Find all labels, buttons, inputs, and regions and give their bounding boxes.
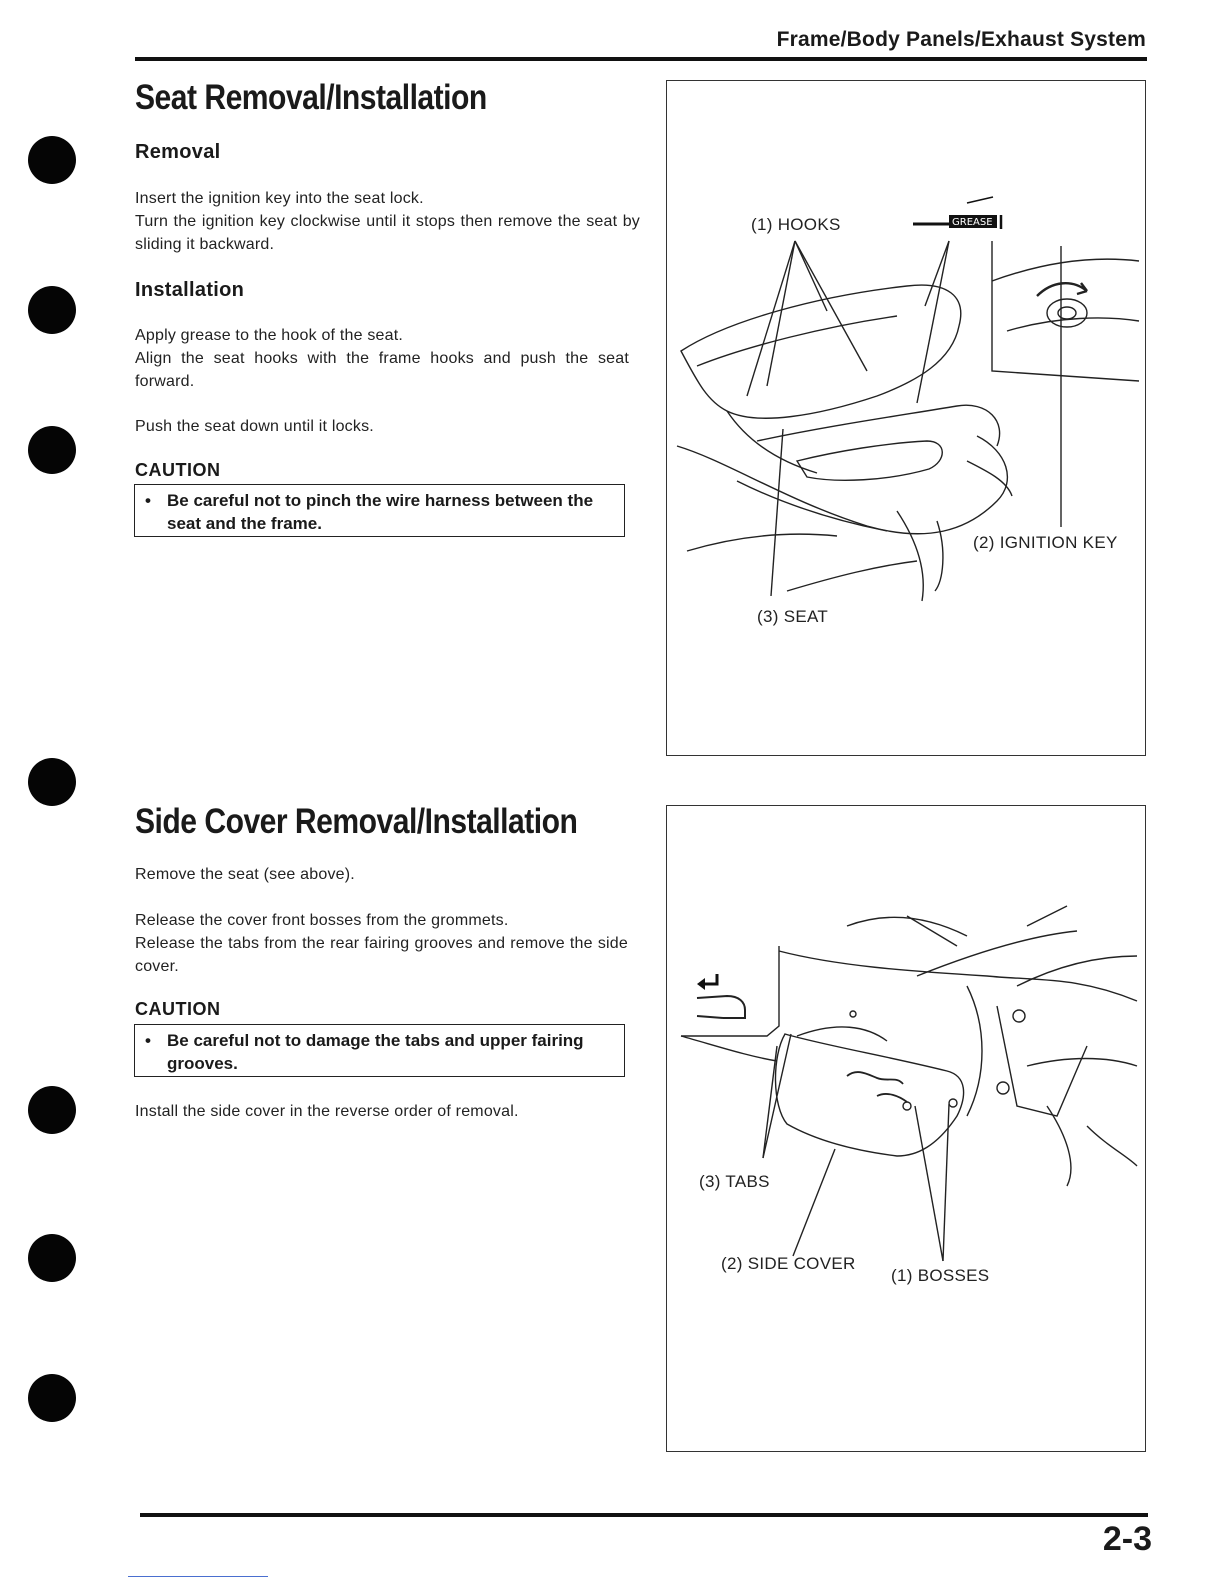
side-cover-caution-label: CAUTION bbox=[135, 999, 221, 1019]
side-cover-step-1: Release the cover front bosses from the grommets. bbox=[135, 912, 509, 929]
installation-line-3: Push the seat down until it locks. bbox=[135, 418, 374, 435]
binder-hole bbox=[28, 1374, 76, 1422]
removal-line-1: Insert the ignition key into the seat lock. bbox=[135, 190, 424, 207]
footer-rule bbox=[140, 1513, 1148, 1517]
seat-section-title: Seat Removal/Installation bbox=[135, 78, 487, 117]
hooks-label: (1) HOOKS bbox=[751, 215, 841, 234]
grease-tag-label: GREASE bbox=[952, 217, 993, 228]
return-arrow-icon bbox=[697, 974, 717, 990]
binder-hole bbox=[28, 426, 76, 474]
seat-label: (3) SEAT bbox=[757, 607, 829, 626]
caution-bullet: • bbox=[145, 1031, 151, 1050]
side-cover-install: Install the side cover in the reverse order of removal. bbox=[135, 1103, 519, 1120]
seat-caution-text: Be careful not to pinch the wire harness between the seat and the frame. bbox=[167, 491, 594, 533]
header-rule bbox=[135, 57, 1147, 61]
side-cover-line-1: Remove the seat (see above). bbox=[135, 866, 355, 883]
side-cover-figure bbox=[666, 805, 1146, 1452]
removal-text bbox=[135, 187, 640, 256]
seat-figure bbox=[666, 80, 1146, 756]
bosses-label: (1) BOSSES bbox=[891, 1266, 990, 1285]
installation-heading: Installation bbox=[135, 279, 245, 301]
header-title: Frame/Body Panels/Exhaust System bbox=[776, 28, 1146, 51]
seat-caution-label: CAUTION bbox=[135, 460, 221, 480]
scan-artifact-line bbox=[128, 1576, 268, 1577]
seat-caution-box bbox=[134, 484, 625, 537]
binder-hole bbox=[28, 136, 76, 184]
side-cover-illustration bbox=[667, 806, 1147, 1453]
installation-text bbox=[135, 324, 629, 393]
installation-line-2: Align the seat hooks with the frame hooks and push the seat forward. bbox=[135, 350, 629, 390]
side-cover-caution-text: Be careful not to damage the tabs and upper fairing grooves. bbox=[167, 1031, 584, 1073]
side-cover-step-2: Release the tabs from the rear fairing grooves and remove the side cover. bbox=[135, 935, 628, 975]
ignition-key-label: (2) IGNITION KEY bbox=[973, 533, 1118, 552]
removal-line-2: Turn the ignition key clockwise until it stops then remove the seat by sliding it backward. bbox=[135, 213, 640, 253]
binder-hole bbox=[28, 1086, 76, 1134]
installation-line-1: Apply grease to the hook of the seat. bbox=[135, 327, 404, 344]
binder-hole bbox=[28, 1234, 76, 1282]
side-cover-section-title: Side Cover Removal/Installation bbox=[135, 802, 578, 841]
binder-hole bbox=[28, 758, 76, 806]
page-number: 2-3 bbox=[1102, 1520, 1152, 1558]
removal-heading: Removal bbox=[135, 141, 221, 163]
side-cover-label: (2) SIDE COVER bbox=[721, 1254, 856, 1273]
side-cover-steps bbox=[135, 909, 628, 978]
side-cover-caution-box bbox=[134, 1024, 625, 1077]
caution-bullet: • bbox=[145, 491, 151, 510]
binder-hole bbox=[28, 286, 76, 334]
tabs-label: (3) TABS bbox=[699, 1172, 770, 1191]
seat-illustration bbox=[667, 81, 1147, 757]
